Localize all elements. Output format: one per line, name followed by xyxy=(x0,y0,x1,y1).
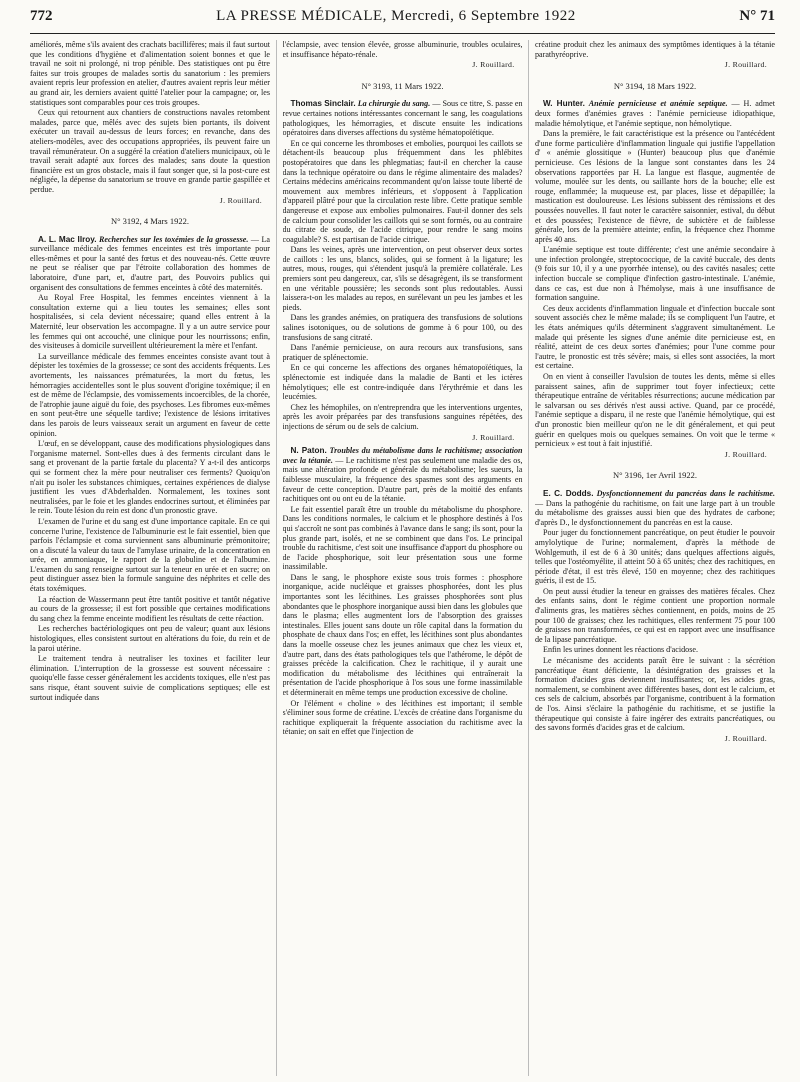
article-title: Dysfonctionnement du pancréas dans le rachitisme. xyxy=(596,488,775,498)
article-lead xyxy=(30,235,270,293)
article-title: La chirurgie du sang. xyxy=(357,99,431,109)
paragraph: L'anémie septique est toute différente; c'est une anémie secondaire à une infection prolongée, streptococcique, de la cavité buccale, des dents (9 fois sur 10, il y a une pyorrhée intense), ou des cavités nasales; cette infection buccale se complique d'infection gastro-intestinale. L'anémie, dans ce cas, est due non à l'hémolyse, mais à une insuffisance de formation sanguine. xyxy=(535,245,775,303)
article-title: Recherches sur les toxémies de la grossesse. xyxy=(98,234,249,244)
paragraph: améliorés, même s'ils avaient des crachats bacillifères; mais il faut surtout que les conditions d'hygiène et d'alimentation soient bonnes et que le travail ne soit ni prolongé, ni trop pénible. Des statistiques ont pu être faites sur trois groupes de malades sortis du sanatorium : les premiers avaient repris leur profession en atelier, d'autres avaient repris leur métier au grand air, les derniers avaient quitté l'atelier pour la campagne; or, les statistiques sont comparables pour ces trois groupes. xyxy=(30,40,270,107)
article-author: W. Hunter. xyxy=(543,99,585,109)
page-header xyxy=(30,8,775,34)
article-title: Anémie pernicieuse et anémie septique. xyxy=(588,99,728,109)
reference-number: N° 3194, 18 Mars 1922. xyxy=(613,80,697,91)
article-columns xyxy=(30,40,775,1078)
paragraph: — H. admet deux formes d'anémies graves : l'anémie pernicieuse idiopathique, maladie hémolytique, et l'anémie septique, non hémolytique. xyxy=(535,99,775,128)
paragraph: Dans les grandes anémies, on pratiquera des transfusions de solutions salines isotoniques, ou de solutions de gomme à 6 pour 100, ou des transfusions de sang citraté. xyxy=(282,313,523,342)
paragraph: Le mécanisme des accidents paraît être le suivant : la sécrétion pancréatique étant déficiente, la désintégration des graisses et la formation d'acides gras deviennent insuffisantes; or, les acides gras, normalement, se combinent avec différentes bases, dont est le calcium, et ces sels de calcium, absorbés par l'organisme, contribuent à la formation de l'os. Ainsi s'éclaire la pathogénie du rachitisme, et se justifie la thérapeutique qui consiste à faire ingérer des extraits pancréatiques, ou des savons formés d'acides gras et de calcium. xyxy=(535,656,775,733)
paragraph: Ces deux accidents d'inflammation linguale et d'infection buccale sont souvent associés chez le même malade; ils se compliquent l'un l'autre, et les états anémiques qu'ils déterminent s'aggravent simultanément. Le malade qui présente les signes d'une anémie dite pernicieuse est, en réalité, atteint de ces deux sortes d'anémies; pour l'une comme pour l'autre, le pronostic est très sévère; mais, si elles sont associées, la mort est certaine. xyxy=(535,303,775,371)
paragraph: Le fait essentiel paraît être un trouble du métabolisme du phosphore. Dans les conditions normales, le calcium et le phosphore destinés à l'os qui s'accroît ne sont pas combinés à l'avance dans le sang; ils sont, pour la plus grande part, isolés, et ne se combinent que dans l'os. Le principal trouble du rachitisme, c'est soit une insuffisance d'apport du phosphore ou de l'acide phosphorique, soit leur présentation sous une forme inassimilable. xyxy=(282,504,523,572)
article-author: A. L. Mac Ilroy. xyxy=(38,234,97,244)
article-lead xyxy=(535,99,775,128)
article-lead xyxy=(283,99,523,137)
issue-number: N° 71 xyxy=(739,8,775,24)
column-divider xyxy=(276,40,277,1076)
paragraph: Dans le sang, le phosphore existe sous trois formes : phosphore inorganique, acide nucléique et graisses phosphorées, dont les plus importantes sont les lécithines. Les graisses phosphorées sont plus abondantes que le phosphore inorganique aussi bien dans les globules que dans le plasma; elles augmentent lors de l'absorption des graisses intestinales. Elles jouent sans doute un rôle capital dans la formation du phosphate de chaux dans l'os; en effet, les lécithines sont plus abondantes dans la moelle osseuse chez les jeunes animaux que chez les vieux et, d'autre part, dans des états pathologiques tels que l'athérome, le dépôt de graisses précède la calcification. Chez le rachitique, il y aurait une modification du métabolisme des lécithines qui entraînerait la présentation de l'acide phosphorique à l'os sous une forme inassimilable et déterminerait en même temps une production excessive de choline. xyxy=(282,572,523,697)
article-lead xyxy=(535,489,775,527)
paragraph: Pour juger du fonctionnement pancréatique, on peut étudier le pouvoir amylolytique de l'urine; normalement, d'après la méthode de Wohlgemuth, il est de 6 à 30 unités; dans quelques affections aiguës, telles que l'ostéomyélite, il atteint 50 à 65 unités; chez des rachitiques, en période d'état, il est très élevé, 150 en moyenne; chez des rachitiques guéris, il est de 15. xyxy=(535,528,775,586)
paragraph: L'œuf, en se développant, cause des modifications physiologiques dans l'organisme maternel. Sont-elles dues à des ferments circulant dans le sang et provenant de la partie fœtale du placenta? Y a-t-il des anticorps qui se forment chez la mère pour neutraliser ces ferments? Quoiqu'on n'ait pu isoler les substances chimiques, certaines expériences de dialyse justifient les vues d'Abderhalden. Normalement, les toxines sont neutralisées, par le foie et les glandes endocrines surtout, et éliminées par le rein. Toute lésion du rein est donc d'un pronostic grave. xyxy=(30,439,270,516)
article-title: Troubles du métabolisme dans le rachitisme; association avec la tétanie. xyxy=(282,446,523,465)
paragraph: En ce qui concerne les thromboses et embolies, pourquoi les caillots se détachent-ils beaucoup plus fréquemment dans les phlébites postopératoires que dans les phlegmatias; faut-il en chercher la cause dans la technique opératoire ou dans le régime alimentaire des malades? Certains médecins américains recommandent qu'on laisse toute liberté de mouvement aux membres inférieurs, et s'opposent à l'application d'appareil plâtré pour que la circulation reste libre. Cette pratique semble dangereuse et expose aux embolies pulmonaires. Faut-il donner des sels de calcium pour consolider les caillots qui se sont formés, ou au contraire du citrate de soude, de l'acide citrique, pour rendre le sang moins coagulable? S. est partisan de l'acide citrique. xyxy=(282,138,523,244)
column-right xyxy=(535,40,775,1076)
paragraph: Dans la première, le fait caractéristique est la présence ou l'antécédent d'une forme particulière d'inflammation linguale qui justifie l'appellation d' « anémie glossitique » (Hunter) beaucoup plus que d'anémie pernicieuse. Ces lésions de la langue sont constantes dans les 24 observations rapportées par H. La langue est flasque, augmentée de volume, moulée sur les dents, ou saillante hors de la bouche; elle est rouge, enflammée; la muqueuse est, par places, lisse et dépapillée; la mastication est douloureuse. Les lésions subissent des rémissions et des poussées nouvelles. Il faut noter le caractère saisonnier, estival, du début et des poussées; l'existence de fièvre, de subictère et de faiblesse générale, lors de la première atteinte; enfin, la fréquence chez l'homme après 40 ans. xyxy=(535,129,775,244)
signature: J. Rouillard. xyxy=(724,733,767,743)
signature: J. Rouillard. xyxy=(724,60,767,70)
paragraph: Les recherches bactériologiques ont peu de valeur; quant aux lésions histologiques, elles consistent surtout en altérations du foie, du rein et de la paroi utérine. xyxy=(30,624,270,653)
paragraph: Enfin les urines donnent les réactions d'acidose. xyxy=(543,645,698,655)
column-left xyxy=(30,40,270,1076)
journal-title: LA PRESSE MÉDICALE, Mercredi, 6 Septembre 1922 xyxy=(216,8,576,24)
article-lead xyxy=(283,446,523,504)
article-author: N. Paton. xyxy=(290,446,327,456)
paragraph: L'examen de l'urine et du sang est d'une importance capitale. En ce qui concerne l'urine, l'existence de l'albuminurie est le fait essentiel, bien que parfois l'éclampsie et coma surviennent sans albuminurie prémonitoire; on a discuté la valeur du taux de l'amylase urinaire, de la concentration en urée, en ammoniaque, le rapport de la globuline et de l'albumine. L'examen du sang renseigne surtout sur la teneur en urée et en sucre; on peut distinguer assez bien la formule sanguine des néphrites et celle des états toxémiques. xyxy=(30,516,270,594)
paragraph: créatine produit chez les animaux des symptômes identiques à la tétanie parathyréoprive. xyxy=(535,40,775,59)
paragraph: La surveillance médicale des femmes enceintes consiste avant tout à dépister les toxémies de la grossesse; ce sont des accidents fréquents. Les avortements, les naissances prématurées, la mort du fœtus, les hémorragies accidentelles sont le plus souvent d'origine toxémique; il en est de même de l'éclampsie, des vomissements incoercibles, de la chorée, de l'atrophie jaune aiguë du foie, des psychoses. Les fibromes eux-mêmes en sont peut-être une séquelle tardive; l'existence de lésions irritatives dans les parois de leurs vaisseaux serait un argument en faveur de cette opinion. xyxy=(30,351,270,438)
paragraph: Au Royal Free Hospital, les femmes enceintes viennent à la consultation externe qui a lieu toutes les semaines; elles sont hospitalisées, si cela devient nécessaire; quand elles entrent à la Maternité, leur observation les accompagne. Il y a un autre service pour les femmes qui ont accouché, une clinique pour les nourrissons; enfin, des visiteuses à domicile surveillent ultérieurement la mère et l'enfant. xyxy=(30,293,270,351)
paragraph: Le traitement tendra à neutraliser les toxines et faciliter leur élimination. L'interruption de la grossesse est souvent nécessaire : quoiqu'elle fasse cesser généralement les accidents toxiques, elle n'est pas sans risque, étant souvent suivie de complications septiques; elle est surtout indiquée dans xyxy=(30,654,270,702)
paragraph: — Sous ce titre, S. passe en revue certaines notions intéressantes concernant le sang, les coagulations pathologiques, les hémorragies, et discute ensuite les indications opératoires dans diverses affections du système hématopoïétique. xyxy=(282,99,523,138)
paragraph: Dans l'anémie pernicieuse, on aura recours aux transfusions, sans pratiquer de splénectomie. xyxy=(282,343,523,362)
column-divider xyxy=(528,40,529,1076)
paragraph: On peut aussi étudier la teneur en graisses des matières fécales. Chez des enfants sains, dont le régime contient une proportion normale d'aliments gras, les matières sèches contiennent, en poids, moins de 25 pour 100 de graisses; chez les rachitiques, elles renferment 75 pour 100 de graisses non transformées, ce qui est en rapport avec une insuffisance de la lipase pancréatique. xyxy=(535,586,775,644)
paragraph: — Le rachitisme n'est pas seulement une maladie des os, mais une altération profonde et générale du métabolisme; les sueurs, la faiblesse musculaire, la fréquence des spasmes sont des arguments en faveur de cette conception. D'autre part, près de la moitié des enfants rachitiques ont ou ont eu de la tétanie. xyxy=(282,455,523,504)
paragraph: — La surveillance médicale des femmes enceintes est très importante pour elles-mêmes et pour la santé des fœtus et des nouveau-nés. Cette œuvre ne peut se réaliser que par l'étroite collaboration des hommes de laboratoire, d'une part, et, d'autre part, des Pouvoirs publics qui organisent des consultations de femmes enceintes à côté des maternités. xyxy=(30,234,270,292)
paragraph: — Dans la pathogénie du rachitisme, on fait une large part à un trouble du métabolisme des graisses aussi bien que des hydrates de carbone; d'après D., le dysfonctionnement du pancréas en est la cause. xyxy=(535,498,775,527)
page-number: 772 xyxy=(30,8,53,24)
paragraph: Or l'élément « choline » des lécithines est important; il semble s'éliminer sous forme de créatine. L'excès de créatine dans l'organisme du rachitique expliquerait la fréquente association du rachitisme avec la tétanie; on sait en effet que l'injection de xyxy=(282,698,523,737)
paragraph: l'éclampsie, avec tension élevée, grosse albuminurie, troubles oculaires, et insuffisance hépato-rénale. xyxy=(282,40,523,59)
signature: J. Rouillard. xyxy=(219,195,262,205)
paragraph: Dans les veines, après une intervention, on peut observer deux sortes de caillots : les uns, blancs, solides, qui se forment à la ligature; les autres, mous, rouges, qui s'étendent jusqu'à la première collatérale. Les premiers sont peu dangereux, car, s'ils se désagrègent, ils se transforment en une véritable poussière; les seconds sont plus redoutables. Aussi laissera-t-on les malades au repos, en surélevant un peu les jambes et les pieds. xyxy=(282,245,523,312)
paragraph: On en vient à conseiller l'avulsion de toutes les dents, même si elles paraissent saines, afin de supprimer tout foyer infectieux; cette thérapeutique entraîne de véritables résurrections; aucune médication par le salvarsan ou ses dérivés n'est aussi active. Quand, par ce procédé, l'anémie septique a disparu, il ne reste que l'anémie hémolytique, qui est d'un pronostic bien meilleur qu'on ne le dit généralement, et qui peut guérir en quelques mois ou quelques semaines. On voit que le terme « pernicieux » est tout à fait injustifié. xyxy=(535,372,775,449)
signature: J. Rouillard. xyxy=(472,432,515,442)
signature: J. Rouillard. xyxy=(724,449,767,459)
paragraph: Chez les hémophiles, on n'entreprendra que les interventions urgentes, après les avoir préparées par des transfusions sanguines répétées, des injections de sérum ou de sels de calcium. xyxy=(282,402,523,431)
signature: J. Rouillard. xyxy=(472,60,515,70)
reference-number: N° 3192, 4 Mars 1922. xyxy=(110,216,189,227)
reference-number: N° 3196, 1er Avril 1922. xyxy=(613,470,697,481)
column-middle xyxy=(283,40,523,1076)
article-author: E. C. Dodds. xyxy=(543,488,594,498)
reference-number: N° 3193, 11 Mars 1922. xyxy=(361,80,444,91)
article-author: Thomas Sinclair. xyxy=(290,99,356,109)
paragraph: Ceux qui retournent aux chantiers de constructions navales retombent malades, parce que, mêlés avec des sujets bien portants, ils doivent exécuter un travail au-dessus de leurs forces; en revanche, dans des ateliers-modèles, avec des occupations appropriées, ils peuvent faire un travail rémunérateur. On a suggéré la création d'ateliers municipaux, où le travail serait adapté aux forces des malades; sans doute la question financière est un gros obstacle, mais il faut songer que, si la post-cure est négligée, la dépense du sanatorium se trouve en grande partie gaspillée et perdue. xyxy=(30,108,270,194)
paragraph: En ce qui concerne les affections des organes hématopoïétiques, la splénectomie est indiquée dans la maladie de Banti et les ictères hémolytiques; elle est contre-indiquée dans l'érythrémie et dans les leucémies. xyxy=(282,363,523,402)
paragraph: La réaction de Wassermann peut être tantôt positive et tantôt négative au cours de la grossesse; il est fort possible que certaines modifications du sang chez la femme enceinte modifient les résultats de cette réaction. xyxy=(30,594,270,623)
